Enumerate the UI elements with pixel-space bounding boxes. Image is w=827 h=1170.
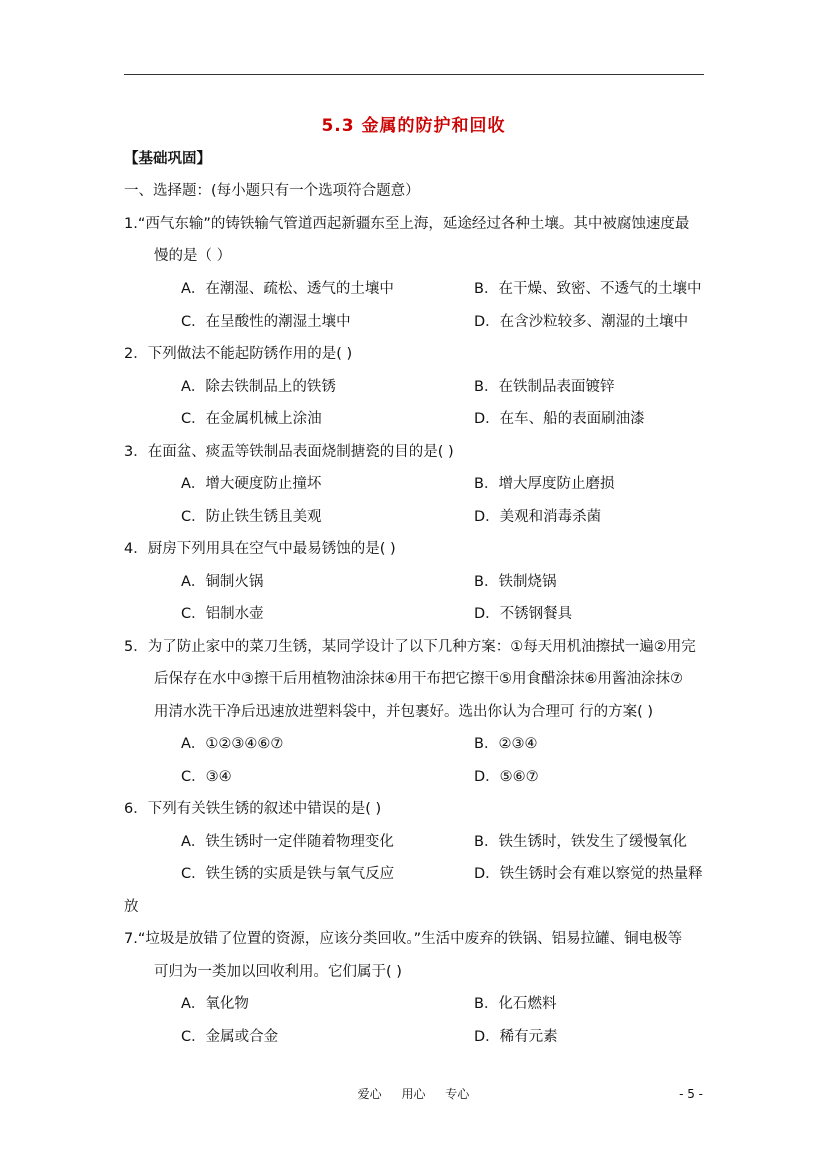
question-3-option-a: A．增大硬度防止撞坏	[181, 476, 322, 492]
question-1-stem-line-2: 慢的是（ ）	[154, 248, 232, 264]
question-6-option-a: A．铁生锈时一定伴随着物理变化	[181, 834, 394, 850]
footer-slogan: 爱心 用心 专心	[357, 1087, 470, 1101]
question-1-option-c: C．在呈酸性的潮湿土壤中	[181, 314, 351, 330]
question-7-stem-line-2: 可归为一类加以回收利用。它们属于( )	[154, 964, 402, 980]
question-2-stem: 2．下列做法不能起防锈作用的是( )	[124, 346, 353, 362]
question-5-option-b: B．②③④	[474, 736, 538, 752]
question-7-option-b: B．化石燃料	[474, 996, 557, 1012]
question-6-option-d-wrap: 放	[124, 899, 139, 915]
question-6-option-d: D．铁生锈时会有难以察觉的热量释	[474, 866, 703, 882]
question-2-option-d: D．在车、船的表面刷油漆	[474, 411, 645, 427]
question-1-option-d: D．在含沙粒较多、潮湿的土壤中	[474, 314, 689, 330]
section-heading: 【基础巩固】	[124, 151, 211, 167]
question-6-stem: 6．下列有关铁生锈的叙述中错误的是( )	[124, 801, 382, 817]
question-2-option-c: C．在金属机械上涂油	[181, 411, 322, 427]
question-4-option-a: A．铜制火锅	[181, 574, 264, 590]
question-5-option-c: C．③④	[181, 769, 232, 785]
question-4-option-d: D．不锈钢餐具	[474, 606, 573, 622]
question-5-stem-line-1: 5．为了防止家中的菜刀生锈，某同学设计了以下几种方案：①每天用机油擦拭一遍②用完	[124, 639, 696, 655]
page-title: 5.3 金属的防护和回收	[321, 116, 506, 136]
question-3-stem: 3．在面盆、痰盂等铁制品表面烧制搪瓷的目的是( )	[124, 444, 454, 460]
question-5-stem-line-2: 后保存在水中③擦干后用植物油涂抹④用干布把它擦干⑤用食醋涂抹⑥用酱油涂抹⑦	[154, 671, 683, 687]
question-2-option-a: A．除去铁制品上的铁锈	[181, 379, 336, 395]
question-3-option-c: C．防止铁生锈且美观	[181, 509, 322, 525]
question-7-option-c: C．金属或合金	[181, 1029, 279, 1045]
question-4-option-b: B．铁制烧锅	[474, 574, 557, 590]
part-heading: 一、选择题：(每小题只有一个选项符合题意）	[124, 183, 420, 199]
question-4-option-c: C．铝制水壶	[181, 606, 264, 622]
question-6-option-c: C．铁生锈的实质是铁与氧气反应	[181, 866, 395, 882]
page-number: - 5 -	[679, 1087, 703, 1101]
question-7-stem-line-1: 7.“垃圾是放错了位置的资源，应该分类回收。”生活中废弃的铁锅、铝易拉罐、铜电极等	[124, 931, 683, 947]
question-7-option-d: D．稀有元素	[474, 1029, 558, 1045]
question-3-option-b: B．增大厚度防止磨损	[474, 476, 615, 492]
question-4-stem: 4．厨房下列用具在空气中最易锈蚀的是( )	[124, 541, 396, 557]
header-rule	[124, 74, 704, 75]
question-7-option-a: A．氧化物	[181, 996, 249, 1012]
question-1-stem-line-1: 1.“西气东输”的铸铁输气管道西起新疆东至上海，延途经过各种土壤。其中被腐蚀速度最	[124, 216, 690, 232]
question-1-option-a: A．在潮湿、疏松、透气的土壤中	[181, 281, 394, 297]
question-5-option-a: A．①②③④⑥⑦	[181, 736, 284, 752]
question-5-stem-line-3: 用清水洗干净后迅速放进塑料袋中，并包裹好。选出你认为合理可 行的方案( )	[154, 704, 654, 720]
question-5-option-d: D．⑤⑥⑦	[474, 769, 539, 785]
question-3-option-d: D．美观和消毒杀菌	[474, 509, 602, 525]
question-1-option-b: B．在干燥、致密、不透气的土壤中	[474, 281, 702, 297]
question-2-option-b: B．在铁制品表面镀锌	[474, 379, 615, 395]
question-6-option-b: B．铁生锈时，铁发生了缓慢氧化	[474, 834, 687, 850]
